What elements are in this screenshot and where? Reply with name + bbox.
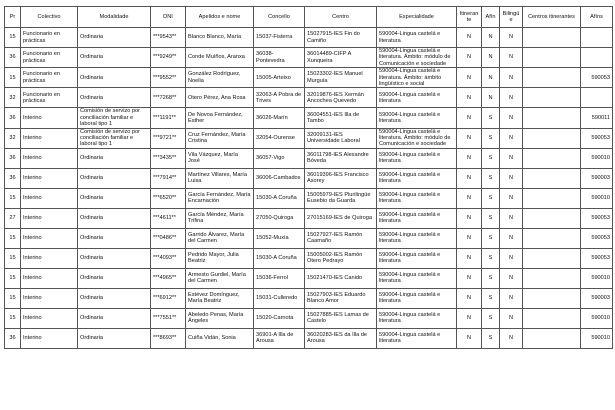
cell-concello: 15030-A Coruña bbox=[254, 248, 305, 268]
cell-centros-itinerantes bbox=[523, 208, 581, 228]
cell-afins: 590003 bbox=[581, 288, 613, 308]
cell-itinerante: N bbox=[457, 68, 482, 88]
table-row bbox=[5, 88, 613, 108]
table-row bbox=[5, 188, 613, 208]
cell-apelidos-nome: Abeledo Penas, María Ángeles bbox=[186, 308, 254, 328]
cell-bilingue: N bbox=[500, 28, 523, 48]
table-row bbox=[5, 308, 613, 328]
cell-centro: 36020283-IES da Illa de Arousa bbox=[305, 328, 377, 348]
cell-bilingue: N bbox=[500, 148, 523, 168]
cell-itinerante: N bbox=[457, 228, 482, 248]
cell-pr: 15 bbox=[5, 268, 21, 288]
table-row bbox=[5, 148, 613, 168]
cell-bilingue: N bbox=[500, 288, 523, 308]
cell-afins bbox=[581, 88, 613, 108]
cell-modalidade: Comisión de servizo por conciliación familiar e laboral tipo 1 bbox=[78, 128, 151, 148]
table-row bbox=[5, 128, 613, 148]
cell-especialidade: 590004-Lingua castelá e literatura. Ámbito: ámbito lingüístico e social bbox=[377, 68, 457, 88]
cell-centro: 15023302-IES Manuel Murguía bbox=[305, 68, 377, 88]
cell-itinerante: N bbox=[457, 168, 482, 188]
cell-itinerante: N bbox=[457, 148, 482, 168]
cell-colectivo: Interino bbox=[21, 328, 78, 348]
header-afins: Afíns bbox=[581, 7, 613, 28]
cell-centros-itinerantes bbox=[523, 268, 581, 288]
cell-bilingue: N bbox=[500, 48, 523, 68]
cell-itinerante: N bbox=[457, 28, 482, 48]
table-header bbox=[5, 7, 613, 28]
cell-apelidos-nome: Otero Pérez, Ana Rosa bbox=[186, 88, 254, 108]
cell-centro: 15027927-IES Ramón Caamaño bbox=[305, 228, 377, 248]
cell-concello: 36026-Marín bbox=[254, 108, 305, 128]
table-body bbox=[5, 28, 613, 349]
header-modalidade: Modalidade bbox=[78, 7, 151, 28]
cell-itinerante: N bbox=[457, 188, 482, 208]
cell-pr: 36 bbox=[5, 108, 21, 128]
cell-bilingue: N bbox=[500, 168, 523, 188]
cell-especialidade: 590004-Lingua castelá e literatura bbox=[377, 308, 457, 328]
cell-modalidade: Ordinaria bbox=[78, 308, 151, 328]
cell-itinerante: N bbox=[457, 48, 482, 68]
header-centro: Centro bbox=[305, 7, 377, 28]
cell-dni: ***9543** bbox=[151, 28, 186, 48]
cell-pr: 15 bbox=[5, 188, 21, 208]
cell-pr: 36 bbox=[5, 168, 21, 188]
cell-dni: ***9721** bbox=[151, 128, 186, 148]
cell-especialidade: 590004-Lingua castelá e literatura bbox=[377, 248, 457, 268]
cell-centros-itinerantes bbox=[523, 108, 581, 128]
cell-centros-itinerantes bbox=[523, 328, 581, 348]
cell-bilingue: N bbox=[500, 88, 523, 108]
cell-bilingue: N bbox=[500, 248, 523, 268]
cell-centro: 15005979-IES Plurilingüe Eusebio da Guarda bbox=[305, 188, 377, 208]
cell-dni: ***4093** bbox=[151, 248, 186, 268]
cell-afin: S bbox=[482, 168, 500, 188]
table-row bbox=[5, 328, 613, 348]
cell-afin: S bbox=[482, 148, 500, 168]
cell-colectivo: Funcionario en prácticas bbox=[21, 28, 78, 48]
cell-bilingue: N bbox=[500, 208, 523, 228]
header-centros-itinerantes: Centros itinerantes bbox=[523, 7, 581, 28]
cell-colectivo: Interino bbox=[21, 168, 78, 188]
cell-especialidade: 590004-Lingua castelá e literatura bbox=[377, 328, 457, 348]
table-row bbox=[5, 28, 613, 48]
cell-centro: 36014489-CIFP A Xunqueira bbox=[305, 48, 377, 68]
cell-afins bbox=[581, 48, 613, 68]
cell-especialidade: 590004-Lingua castelá e literatura bbox=[377, 288, 457, 308]
cell-especialidade: 590004-Lingua castelá e literatura. Ámbito: módulo de Comunicación e sociedade bbox=[377, 128, 457, 148]
cell-afins: 590010 bbox=[581, 308, 613, 328]
cell-afin: S bbox=[482, 248, 500, 268]
cell-apelidos-nome: Cruz Fernández, María Cristina bbox=[186, 128, 254, 148]
cell-apelidos-nome: Armesto Gurdiel, María del Carmen bbox=[186, 268, 254, 288]
cell-centros-itinerantes bbox=[523, 88, 581, 108]
cell-dni: ***7268** bbox=[151, 88, 186, 108]
table-row bbox=[5, 268, 613, 288]
table-row bbox=[5, 68, 613, 88]
cell-modalidade: Ordinaria bbox=[78, 288, 151, 308]
cell-colectivo: Interino bbox=[21, 128, 78, 148]
cell-concello: 15052-Muxía bbox=[254, 228, 305, 248]
cell-pr: 27 bbox=[5, 208, 21, 228]
cell-especialidade: 590004-Lingua castelá e literatura bbox=[377, 188, 457, 208]
cell-apelidos-nome: García Fernández, María Encarnación bbox=[186, 188, 254, 208]
cell-itinerante: N bbox=[457, 308, 482, 328]
cell-colectivo: Interino bbox=[21, 308, 78, 328]
cell-colectivo: Funcionario en prácticas bbox=[21, 68, 78, 88]
cell-itinerante: N bbox=[457, 328, 482, 348]
cell-apelidos-nome: Martínez Villares, María Luisa bbox=[186, 168, 254, 188]
cell-pr: 15 bbox=[5, 288, 21, 308]
cell-dni: ***6912** bbox=[151, 288, 186, 308]
cell-bilingue: N bbox=[500, 68, 523, 88]
cell-afins: 590053 bbox=[581, 208, 613, 228]
cell-itinerante: N bbox=[457, 88, 482, 108]
cell-concello: 36038-Pontevedra bbox=[254, 48, 305, 68]
cell-dni: ***0486** bbox=[151, 228, 186, 248]
cell-centro: 36019396-IES Francisco Asorey bbox=[305, 168, 377, 188]
cell-apelidos-nome: Cuiña Vidán, Sonia bbox=[186, 328, 254, 348]
cell-modalidade: Ordinaria bbox=[78, 328, 151, 348]
cell-bilingue: N bbox=[500, 308, 523, 328]
cell-afin: S bbox=[482, 268, 500, 288]
cell-centro: 27015169-IES de Quiroga bbox=[305, 208, 377, 228]
cell-bilingue: N bbox=[500, 188, 523, 208]
cell-colectivo: Funcionario en prácticas bbox=[21, 88, 78, 108]
header-afin: Afín bbox=[482, 7, 500, 28]
cell-afin: S bbox=[482, 288, 500, 308]
cell-afin: N bbox=[482, 68, 500, 88]
cell-modalidade: Ordinaria bbox=[78, 148, 151, 168]
cell-centro: 15027885-IES Lamas de Castelo bbox=[305, 308, 377, 328]
cell-colectivo: Interino bbox=[21, 288, 78, 308]
header-bilingue: Bilingüe bbox=[500, 7, 523, 28]
cell-colectivo: Interino bbox=[21, 228, 78, 248]
cell-pr: 36 bbox=[5, 328, 21, 348]
cell-colectivo: Interino bbox=[21, 188, 78, 208]
cell-apelidos-nome: Estévez Domínguez, María Beatriz bbox=[186, 288, 254, 308]
header-colectivo: Colectivo bbox=[21, 7, 78, 28]
cell-centros-itinerantes bbox=[523, 168, 581, 188]
cell-itinerante: N bbox=[457, 208, 482, 228]
cell-centros-itinerantes bbox=[523, 308, 581, 328]
cell-especialidade: 590004-Lingua castelá e literatura bbox=[377, 208, 457, 228]
cell-pr: 15 bbox=[5, 68, 21, 88]
assignments-table bbox=[4, 6, 613, 349]
cell-pr: 32 bbox=[5, 88, 21, 108]
cell-centros-itinerantes bbox=[523, 228, 581, 248]
cell-afins: 590010 bbox=[581, 188, 613, 208]
cell-especialidade: 590004-Lingua castelá e literatura bbox=[377, 268, 457, 288]
cell-concello: 15020-Carnota bbox=[254, 308, 305, 328]
cell-dni: ***8693** bbox=[151, 328, 186, 348]
cell-colectivo: Funcionario en prácticas bbox=[21, 48, 78, 68]
cell-apelidos-nome: Pedrido Mayor, Julia Beatriz bbox=[186, 248, 254, 268]
cell-concello: 36057-Vigo bbox=[254, 148, 305, 168]
cell-itinerante: N bbox=[457, 108, 482, 128]
cell-afin: N bbox=[482, 88, 500, 108]
cell-afins: 590011 bbox=[581, 108, 613, 128]
cell-afin: S bbox=[482, 328, 500, 348]
cell-pr: 15 bbox=[5, 228, 21, 248]
cell-especialidade: 590004-Lingua castelá e literatura. Ámbito: módulo de Comunicación e sociedade bbox=[377, 48, 457, 68]
cell-colectivo: Interino bbox=[21, 268, 78, 288]
cell-afin: S bbox=[482, 208, 500, 228]
cell-centros-itinerantes bbox=[523, 288, 581, 308]
cell-bilingue: N bbox=[500, 328, 523, 348]
cell-centro: 32009131-IES Universidade Laboral bbox=[305, 128, 377, 148]
cell-pr: 36 bbox=[5, 148, 21, 168]
cell-modalidade: Ordinaria bbox=[78, 188, 151, 208]
cell-concello: 36006-Cambados bbox=[254, 168, 305, 188]
cell-afin: N bbox=[482, 48, 500, 68]
cell-pr: 32 bbox=[5, 128, 21, 148]
cell-afins: 590053 bbox=[581, 248, 613, 268]
cell-centros-itinerantes bbox=[523, 68, 581, 88]
cell-bilingue: N bbox=[500, 108, 523, 128]
cell-itinerante: N bbox=[457, 128, 482, 148]
cell-bilingue: N bbox=[500, 228, 523, 248]
cell-centro: 15021470-IES Canido bbox=[305, 268, 377, 288]
cell-modalidade: Ordinaria bbox=[78, 268, 151, 288]
cell-itinerante: N bbox=[457, 288, 482, 308]
cell-pr: 15 bbox=[5, 308, 21, 328]
cell-bilingue: N bbox=[500, 268, 523, 288]
cell-apelidos-nome: Blanco Blanco, María bbox=[186, 28, 254, 48]
cell-afin: N bbox=[482, 28, 500, 48]
cell-modalidade: Ordinaria bbox=[78, 208, 151, 228]
cell-dni: ***3435** bbox=[151, 148, 186, 168]
cell-apelidos-nome: De Novoa Fernández, Esther bbox=[186, 108, 254, 128]
cell-itinerante: N bbox=[457, 248, 482, 268]
header-dni: DNI bbox=[151, 7, 186, 28]
cell-especialidade: 590004-Lingua castelá e literatura bbox=[377, 88, 457, 108]
cell-apelidos-nome: González Rodríguez, Noelia bbox=[186, 68, 254, 88]
cell-concello: 32054-Ourense bbox=[254, 128, 305, 148]
table-row bbox=[5, 288, 613, 308]
cell-concello: 36901-A Illa de Arousa bbox=[254, 328, 305, 348]
cell-modalidade: Comisión de servizo por conciliación familiar e laboral tipo 1 bbox=[78, 108, 151, 128]
cell-pr: 36 bbox=[5, 48, 21, 68]
header-row bbox=[5, 7, 613, 28]
cell-afins: 590053 bbox=[581, 68, 613, 88]
cell-afins bbox=[581, 28, 613, 48]
cell-centros-itinerantes bbox=[523, 148, 581, 168]
cell-afins: 590010 bbox=[581, 268, 613, 288]
cell-concello: 15005-Arteixo bbox=[254, 68, 305, 88]
cell-dni: ***1191** bbox=[151, 108, 186, 128]
cell-concello: 15036-Ferrol bbox=[254, 268, 305, 288]
cell-especialidade: 590004-Lingua castelá e literatura bbox=[377, 148, 457, 168]
cell-centro: 36004551-IES Illa de Tambo bbox=[305, 108, 377, 128]
cell-modalidade: Ordinaria bbox=[78, 168, 151, 188]
cell-modalidade: Ordinaria bbox=[78, 248, 151, 268]
cell-colectivo: Interino bbox=[21, 208, 78, 228]
cell-modalidade: Ordinaria bbox=[78, 48, 151, 68]
cell-afins: 590053 bbox=[581, 128, 613, 148]
header-itinerante: Itinerante bbox=[457, 7, 482, 28]
table-row bbox=[5, 228, 613, 248]
table-row bbox=[5, 108, 613, 128]
cell-concello: 15037-Fisterra bbox=[254, 28, 305, 48]
cell-afins: 590010 bbox=[581, 328, 613, 348]
cell-centros-itinerantes bbox=[523, 48, 581, 68]
cell-dni: ***4965** bbox=[151, 268, 186, 288]
cell-dni: ***7914** bbox=[151, 168, 186, 188]
cell-afins: 590003 bbox=[581, 168, 613, 188]
cell-apelidos-nome: Vila Vázquez, María José bbox=[186, 148, 254, 168]
cell-afins: 590010 bbox=[581, 148, 613, 168]
cell-especialidade: 590004-Lingua castelá e literatura bbox=[377, 228, 457, 248]
cell-concello: 15030-A Coruña bbox=[254, 188, 305, 208]
cell-bilingue: N bbox=[500, 128, 523, 148]
cell-concello: 32063-A Pobra de Trives bbox=[254, 88, 305, 108]
cell-concello: 15031-Culleredo bbox=[254, 288, 305, 308]
cell-colectivo: Interino bbox=[21, 248, 78, 268]
cell-centros-itinerantes bbox=[523, 188, 581, 208]
header-pr: Pr bbox=[5, 7, 21, 28]
cell-centro: 32019876-IES Xermán Ancochea Quevedo bbox=[305, 88, 377, 108]
cell-afin: S bbox=[482, 128, 500, 148]
cell-centros-itinerantes bbox=[523, 128, 581, 148]
cell-especialidade: 590004-Lingua castelá e literatura bbox=[377, 28, 457, 48]
cell-afins: 590053 bbox=[581, 228, 613, 248]
cell-centro: 15027915-IES Fin do Camiño bbox=[305, 28, 377, 48]
cell-modalidade: Ordinaria bbox=[78, 88, 151, 108]
table-row bbox=[5, 168, 613, 188]
cell-colectivo: Interino bbox=[21, 108, 78, 128]
cell-afin: S bbox=[482, 108, 500, 128]
cell-centro: 15005002-IES Ramón Otero Pedrayo bbox=[305, 248, 377, 268]
header-especialidade: Especialidade bbox=[377, 7, 457, 28]
cell-dni: ***9249** bbox=[151, 48, 186, 68]
cell-apelidos-nome: García Méndez, María Trifina bbox=[186, 208, 254, 228]
cell-centro: 15027903-IES Eduardo Blanco Amor bbox=[305, 288, 377, 308]
cell-modalidade: Ordinaria bbox=[78, 228, 151, 248]
cell-dni: ***6520** bbox=[151, 188, 186, 208]
cell-centros-itinerantes bbox=[523, 248, 581, 268]
cell-pr: 15 bbox=[5, 248, 21, 268]
cell-modalidade: Ordinaria bbox=[78, 28, 151, 48]
header-concello: Concello bbox=[254, 7, 305, 28]
cell-itinerante: N bbox=[457, 268, 482, 288]
cell-afin: S bbox=[482, 308, 500, 328]
cell-apelidos-nome: Garrido Álvarez, María del Carmen bbox=[186, 228, 254, 248]
table-row bbox=[5, 248, 613, 268]
header-apelidos: Apelidos e nome bbox=[186, 7, 254, 28]
cell-apelidos-nome: Conde Muíños, Aranxa bbox=[186, 48, 254, 68]
cell-centro: 36011798-IES Alexandre Bóveda bbox=[305, 148, 377, 168]
cell-afin: S bbox=[482, 188, 500, 208]
cell-afin: S bbox=[482, 228, 500, 248]
cell-colectivo: Interino bbox=[21, 148, 78, 168]
cell-centros-itinerantes bbox=[523, 28, 581, 48]
cell-dni: ***9552** bbox=[151, 68, 186, 88]
cell-modalidade: Ordinaria bbox=[78, 68, 151, 88]
cell-especialidade: 590004-Lingua castelá e literatura bbox=[377, 108, 457, 128]
cell-pr: 15 bbox=[5, 28, 21, 48]
cell-concello: 27050-Quiroga bbox=[254, 208, 305, 228]
cell-dni: ***4611** bbox=[151, 208, 186, 228]
table-row bbox=[5, 208, 613, 228]
cell-dni: ***7551** bbox=[151, 308, 186, 328]
cell-especialidade: 590004-Lingua castelá e literatura bbox=[377, 168, 457, 188]
table-row bbox=[5, 48, 613, 68]
